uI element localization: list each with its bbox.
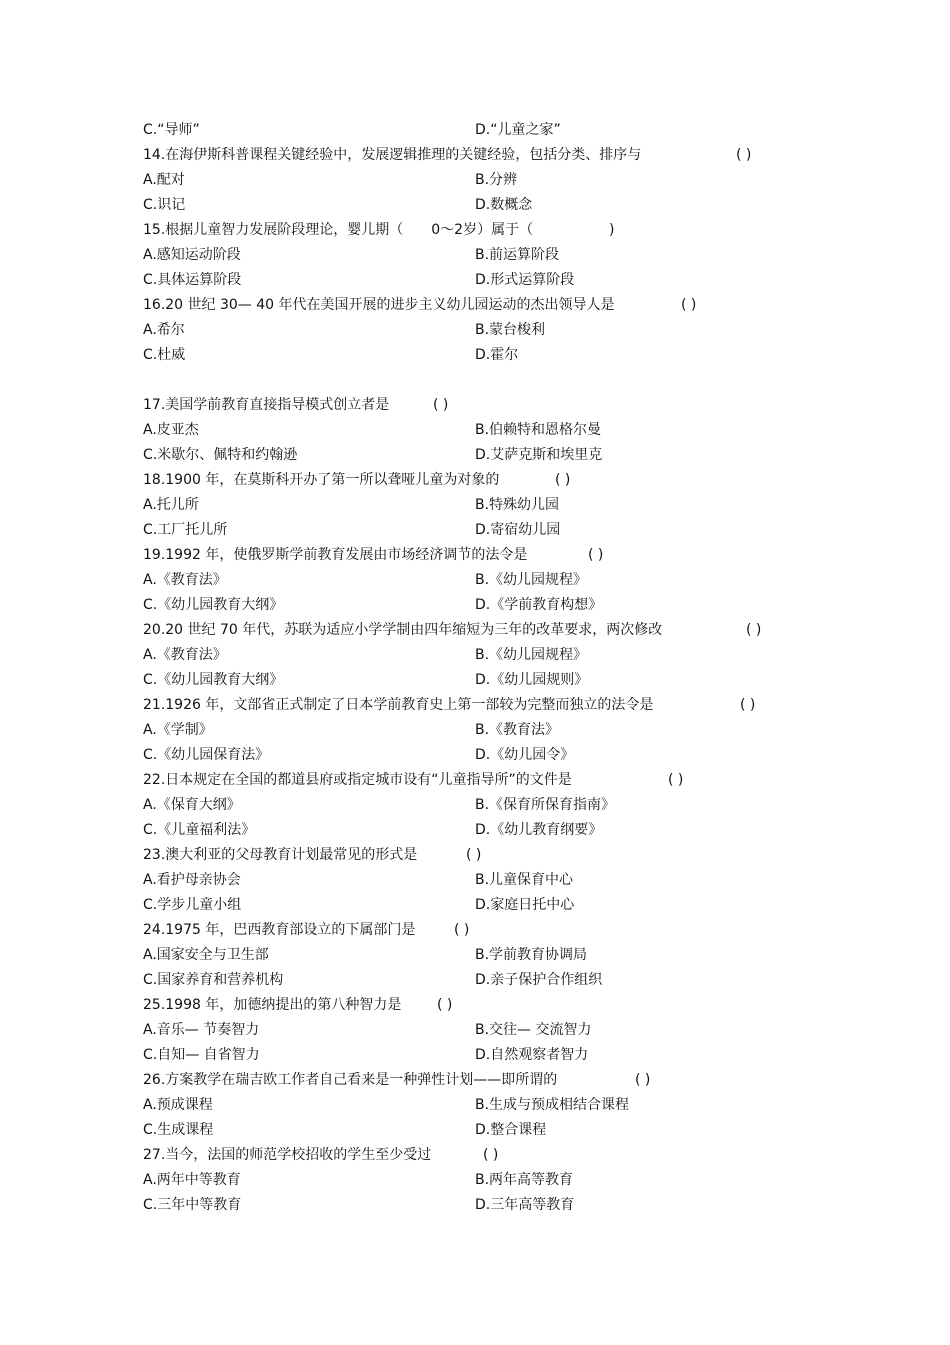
answer-paren: ( )	[746, 622, 762, 638]
option-d: D.数概念	[475, 197, 533, 213]
option-c: C.自知— 自省智力	[143, 1047, 260, 1063]
answer-paren: ( )	[433, 397, 449, 413]
option-b: B.学前教育协调局	[475, 947, 588, 963]
option-d: D.家庭日托中心	[475, 897, 575, 913]
option-a: A.配对	[143, 172, 185, 188]
question-text: 16.20 世纪 30— 40 年代在美国开展的进步主义幼儿园运动的杰出领导人是	[143, 297, 615, 313]
option-a: A.看护母亲协会	[143, 872, 241, 888]
question-18	[143, 468, 823, 492]
question-16	[143, 293, 823, 317]
option-c: C.《幼儿园教育大纲》	[143, 672, 284, 688]
option-c: C.国家养育和营养机构	[143, 972, 284, 988]
question-26	[143, 1068, 823, 1092]
option-b: B.《幼儿园规程》	[475, 572, 588, 588]
option-a: A.预成课程	[143, 1097, 213, 1113]
question-text: 26.方案教学在瑞吉欧工作者自己看来是一种弹性计划——即所谓的	[143, 1072, 558, 1088]
answer-paren: ( )	[437, 997, 453, 1013]
answer-paren: ( )	[466, 847, 482, 863]
answer-paren: ( )	[483, 1147, 499, 1163]
answer-paren: )	[609, 222, 615, 238]
option-a: A.两年中等教育	[143, 1172, 241, 1188]
option-c: C.生成课程	[143, 1122, 214, 1138]
answer-paren: ( )	[588, 547, 604, 563]
option-b: B.交往— 交流智力	[475, 1022, 592, 1038]
question-24	[143, 918, 823, 942]
option-d: D.霍尔	[475, 347, 519, 363]
question-text: 14.在海伊斯科普课程关键经验中，发展逻辑推理的关键经验，包括分类、排序与	[143, 147, 642, 163]
option-a: A.音乐— 节奏智力	[143, 1022, 260, 1038]
option-a: A.国家安全与卫生部	[143, 947, 269, 963]
option-c: C.《幼儿园教育大纲》	[143, 597, 284, 613]
option-c: C.杜威	[143, 347, 186, 363]
option-d: D.“儿童之家”	[475, 122, 561, 138]
answer-paren: ( )	[736, 147, 752, 163]
question-text: 25.1998 年，加德纳提出的第八种智力是	[143, 997, 402, 1013]
option-d: D.整合课程	[475, 1122, 547, 1138]
option-d: D.寄宿幼儿园	[475, 522, 561, 538]
option-b: B.《教育法》	[475, 722, 560, 738]
question-17	[143, 393, 823, 417]
question-23	[143, 843, 823, 867]
question-14	[143, 143, 823, 167]
question-text: 15.根据儿童智力发展阶段理论，婴儿期（ 0～2岁）属于（	[143, 222, 534, 238]
option-d: D.《幼儿园规则》	[475, 672, 589, 688]
option-c: C.《儿童福利法》	[143, 822, 256, 838]
answer-paren: ( )	[668, 772, 684, 788]
answer-paren: ( )	[740, 697, 756, 713]
answer-paren: ( )	[635, 1072, 651, 1088]
question-text: 17.美国学前教育直接指导模式创立者是	[143, 397, 390, 413]
option-c: C.《幼儿园保育法》	[143, 747, 270, 763]
question-15	[143, 218, 823, 242]
option-d: D.形式运算阶段	[475, 272, 575, 288]
answer-paren: ( )	[681, 297, 697, 313]
option-b: B.生成与预成相结合课程	[475, 1097, 630, 1113]
option-c: C.工厂托儿所	[143, 522, 228, 538]
option-b: B.前运算阶段	[475, 247, 560, 263]
option-a: A.《教育法》	[143, 647, 227, 663]
option-b: B.蒙台梭利	[475, 322, 546, 338]
option-a: A.皮亚杰	[143, 422, 199, 438]
option-b: B.《保育所保育指南》	[475, 797, 616, 813]
option-b: B.特殊幼儿园	[475, 497, 560, 513]
option-a: A.《教育法》	[143, 572, 227, 588]
option-c: C.米歇尔、佩特和约翰逊	[143, 447, 298, 463]
option-b: B.分辨	[475, 172, 518, 188]
question-22	[143, 768, 823, 792]
question-text: 21.1926 年，文部省正式制定了日本学前教育史上第一部较为完整而独立的法令是	[143, 697, 654, 713]
answer-paren: ( )	[454, 922, 470, 938]
option-c: C.学步儿童小组	[143, 897, 242, 913]
option-d: D.三年高等教育	[475, 1197, 575, 1213]
option-c: C.具体运算阶段	[143, 272, 242, 288]
option-d: D.《幼儿园令》	[475, 747, 575, 763]
option-b: B.伯赖特和恩格尔曼	[475, 422, 602, 438]
option-a: A.《保育大纲》	[143, 797, 241, 813]
question-text: 24.1975 年，巴西教育部设立的下属部门是	[143, 922, 416, 938]
option-c: C.三年中等教育	[143, 1197, 242, 1213]
option-a: A.希尔	[143, 322, 185, 338]
option-d: D.自然观察者智力	[475, 1047, 589, 1063]
question-25	[143, 993, 823, 1017]
option-d: D.《学前教育构想》	[475, 597, 603, 613]
option-d: D.《幼儿教育纲要》	[475, 822, 603, 838]
option-a: A.《学制》	[143, 722, 213, 738]
question-27	[143, 1143, 823, 1167]
question-text: 22.日本规定在全国的都道县府或指定城市设有“儿童指导所”的文件是	[143, 772, 572, 788]
question-text: 27.当今，法国的师范学校招收的学生至少受过	[143, 1147, 432, 1163]
option-d: D.亲子保护合作组织	[475, 972, 603, 988]
option-c: C.识记	[143, 197, 186, 213]
option-c: C.“导师”	[143, 122, 200, 138]
option-a: A.托儿所	[143, 497, 199, 513]
question-text: 23.澳大利亚的父母教育计划最常见的形式是	[143, 847, 418, 863]
option-d: D.艾萨克斯和埃里克	[475, 447, 603, 463]
question-19	[143, 543, 823, 567]
question-20	[143, 618, 823, 642]
question-21	[143, 693, 823, 717]
question-text: 19.1992 年，使俄罗斯学前教育发展由市场经济调节的法令是	[143, 547, 528, 563]
question-text: 18.1900 年，在莫斯科开办了第一所以聋哑儿童为对象的	[143, 472, 500, 488]
option-b: B.两年高等教育	[475, 1172, 574, 1188]
option-a: A.感知运动阶段	[143, 247, 241, 263]
option-b: B.《幼儿园规程》	[475, 647, 588, 663]
answer-paren: ( )	[555, 472, 571, 488]
question-text: 20.20 世纪 70 年代，苏联为适应小学学制由四年缩短为三年的改革要求，两次修改	[143, 622, 663, 638]
option-b: B.儿童保育中心	[475, 872, 574, 888]
